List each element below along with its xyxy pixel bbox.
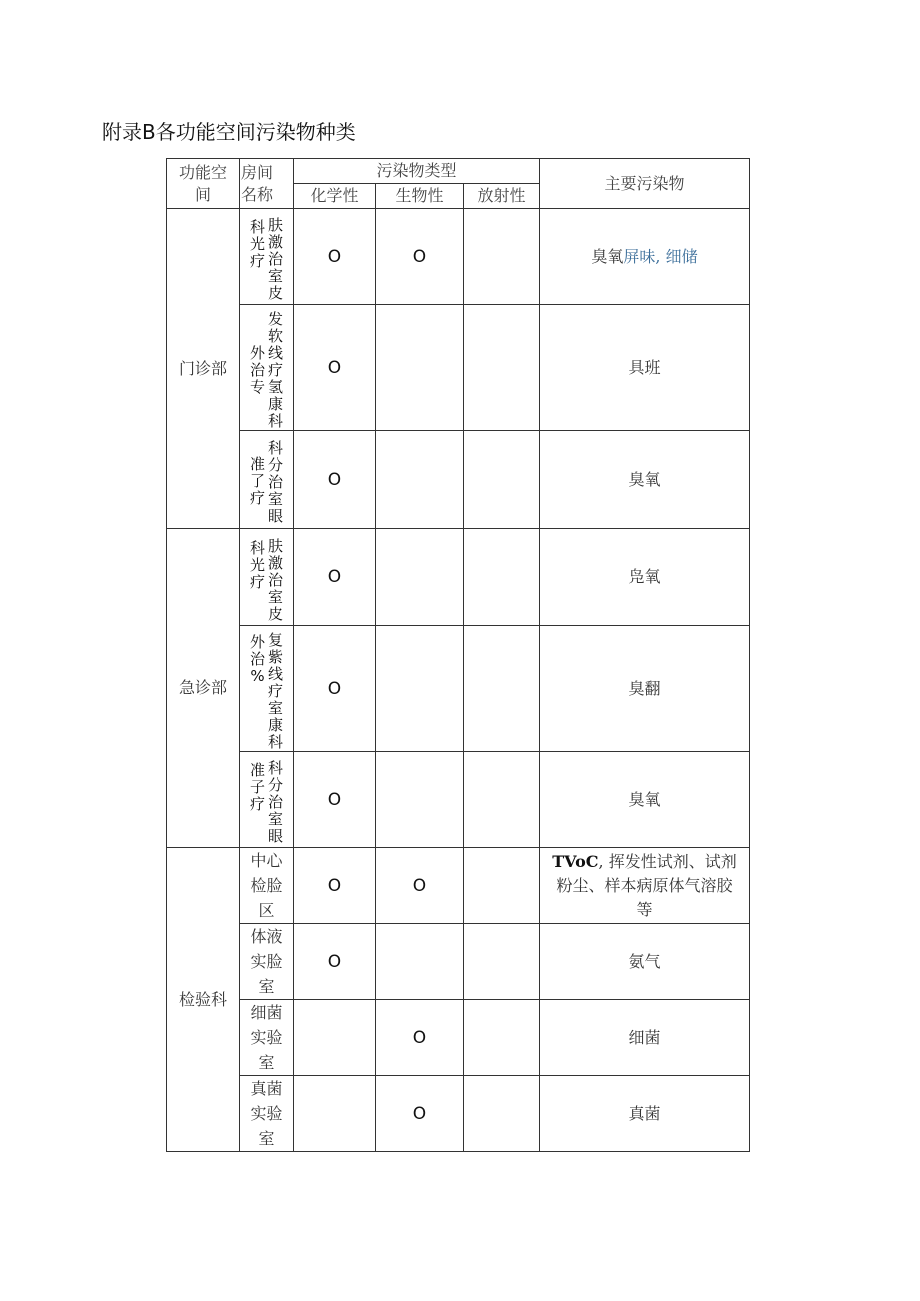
group-laboratory: 检验科 [167, 848, 240, 1152]
room-name-char: 线 [267, 344, 283, 362]
bio-mark: O [376, 1076, 464, 1152]
room-name-char: 眼 [267, 827, 283, 845]
room-name-char: 分 [267, 456, 283, 474]
bio-mark [376, 626, 464, 752]
chem-mark: O [294, 626, 376, 752]
room-name-char: 科 [267, 439, 283, 457]
main-pollutant: 凫氧 [540, 529, 750, 626]
room-name-char: 眼 [267, 507, 283, 525]
room-name-char: 治 [249, 650, 265, 668]
main-pollutant: 具班 [540, 305, 750, 431]
chem-mark: O [294, 529, 376, 626]
room-name-char: 激 [267, 233, 283, 251]
room-name-char: 疗 [249, 795, 265, 813]
rad-mark [464, 529, 540, 626]
chem-mark: O [294, 924, 376, 1000]
main-pollutant: 氨气 [540, 924, 750, 1000]
room-name: 真菌 实验 室 [240, 1076, 294, 1152]
room-name-char: 科 [267, 412, 283, 430]
bio-mark [376, 529, 464, 626]
room-name: 中心 检脸 区 [240, 848, 294, 924]
room-name-char: 准 [249, 455, 265, 473]
rad-mark [464, 209, 540, 305]
room-name-char: 室 [267, 699, 283, 717]
room-name-char: 治 [267, 250, 283, 268]
table-row [167, 752, 750, 848]
rad-mark [464, 1076, 540, 1152]
room-name-cell [240, 752, 294, 848]
room-name-char: 皮 [267, 284, 283, 302]
room-name-left [249, 532, 267, 623]
room-name-char: 专 [249, 378, 265, 396]
chem-mark: O [294, 848, 376, 924]
rad-mark [464, 924, 540, 1000]
room-name-char: 室 [267, 267, 283, 285]
room-name-char: 外 [249, 633, 265, 651]
room-name-right [267, 754, 285, 845]
room-name-right [267, 305, 285, 430]
room-name: 体液 实脸 室 [240, 924, 294, 1000]
room-name-left [249, 434, 267, 525]
header-radioactive: 放射性 [464, 184, 540, 209]
room-name-cell [240, 431, 294, 529]
bio-mark [376, 752, 464, 848]
room-name-char: 治 [267, 570, 283, 589]
pollutant-table [166, 158, 750, 1152]
bio-mark: O [376, 209, 464, 305]
room-name-char: 科 [267, 733, 283, 751]
main-pollutant: 臭氧 [540, 431, 750, 529]
room-name-char: 发 [267, 310, 283, 328]
bio-mark [376, 305, 464, 431]
room-name-char: 科 [267, 759, 283, 777]
room-name-char: 准 [249, 761, 265, 779]
room-name-char: 疗 [267, 682, 283, 700]
room-name-char: 激 [267, 553, 283, 572]
room-name-char: 线 [267, 665, 283, 683]
room-name-left [249, 305, 267, 430]
main-pollutant: 臭氧 [540, 752, 750, 848]
room-name-char: 软 [267, 327, 283, 345]
room-name-right [267, 434, 285, 525]
room-name-cell [240, 209, 294, 305]
bio-mark [376, 924, 464, 1000]
room-name-left [249, 211, 267, 302]
room-name-char: 康 [267, 395, 283, 413]
main-pollutant: 臭翻 [540, 626, 750, 752]
room-name-char: 氢 [267, 378, 283, 396]
room-name-cell [240, 626, 294, 752]
header-main-pollutant: 主要污染物 [540, 159, 750, 209]
room-name-right [267, 532, 285, 623]
main-pollutant [540, 209, 750, 305]
room-name-right [267, 626, 285, 751]
bio-mark: O [376, 848, 464, 924]
room-name-char: 室 [267, 490, 283, 508]
room-name-char: 疗 [267, 361, 283, 379]
room-name-char: 分 [267, 776, 283, 794]
room-name-char: 了 [249, 472, 265, 490]
table-row [167, 924, 750, 1000]
room-name-char: 肤 [267, 536, 283, 555]
group-emergency: 急诊部 [167, 529, 240, 848]
rad-mark [464, 1000, 540, 1076]
table-row [167, 305, 750, 431]
page-title: 附录B各功能空间污染物种类 [102, 120, 356, 144]
room-name-char: 室 [267, 587, 283, 606]
header-function-space: 功能空 间 [167, 159, 240, 209]
rad-mark [464, 431, 540, 529]
room-name-char: 科 [249, 218, 265, 236]
room-name-right [267, 211, 285, 302]
main-pollutant: 细菌 [540, 1000, 750, 1076]
table-row [167, 1076, 750, 1152]
header-chemical: 化学性 [294, 184, 376, 209]
chem-mark: O [294, 305, 376, 431]
chem-mark: O [294, 209, 376, 305]
bio-mark: O [376, 1000, 464, 1076]
room-name-char: 康 [267, 716, 283, 734]
table-row [167, 626, 750, 752]
room-name-char: % [250, 667, 265, 685]
room-name-left [249, 626, 267, 751]
main-pollutant-rest: , 挥发性试剂、试剂 粉尘、样本病原体气溶胶 等 [556, 851, 737, 919]
room-name-char: 疗 [249, 572, 265, 591]
bio-mark [376, 431, 464, 529]
table-row [167, 529, 750, 626]
rad-mark [464, 848, 540, 924]
room-name-left [249, 754, 267, 845]
room-name: 细菌 实验 室 [240, 1000, 294, 1076]
room-name-char: 紫 [267, 648, 283, 666]
chem-mark [294, 1000, 376, 1076]
room-name-char: 科 [249, 538, 265, 557]
room-name-char: 光 [249, 235, 265, 253]
room-name-char: 皮 [267, 604, 283, 623]
room-name-char: 肤 [267, 216, 283, 234]
chem-mark [294, 1076, 376, 1152]
header-biological: 生物性 [376, 184, 464, 209]
room-name-char: 子 [249, 778, 265, 796]
main-pollutant: 真菌 [540, 1076, 750, 1152]
main-pollutant-part-b: 屏味, 细储 [623, 246, 698, 266]
table-row [167, 209, 750, 305]
main-pollutant-part-a: 臭氧 [591, 246, 624, 266]
table-row [167, 431, 750, 529]
main-pollutant [540, 848, 750, 924]
room-name-char: 室 [267, 810, 283, 828]
room-name-cell [240, 305, 294, 431]
header-room-name: 房间 名称 [240, 159, 294, 209]
room-name-char: 疗 [249, 252, 265, 270]
main-pollutant-bold: TVoC [552, 851, 599, 871]
room-name-char: 外 [249, 344, 265, 362]
table-row [167, 848, 750, 924]
rad-mark [464, 305, 540, 431]
room-name-char: 疗 [249, 489, 265, 507]
room-name-char: 治 [249, 361, 265, 379]
chem-mark: O [294, 752, 376, 848]
table-row [167, 1000, 750, 1076]
header-pollutant-type: 污染物类型 [294, 159, 540, 184]
rad-mark [464, 626, 540, 752]
group-outpatient: 门诊部 [167, 209, 240, 529]
room-name-char: 治 [267, 793, 283, 811]
room-name-char: 治 [267, 473, 283, 491]
room-name-char: 复 [267, 631, 283, 649]
room-name-cell [240, 529, 294, 626]
chem-mark: O [294, 431, 376, 529]
room-name-char: 光 [249, 555, 265, 574]
rad-mark [464, 752, 540, 848]
